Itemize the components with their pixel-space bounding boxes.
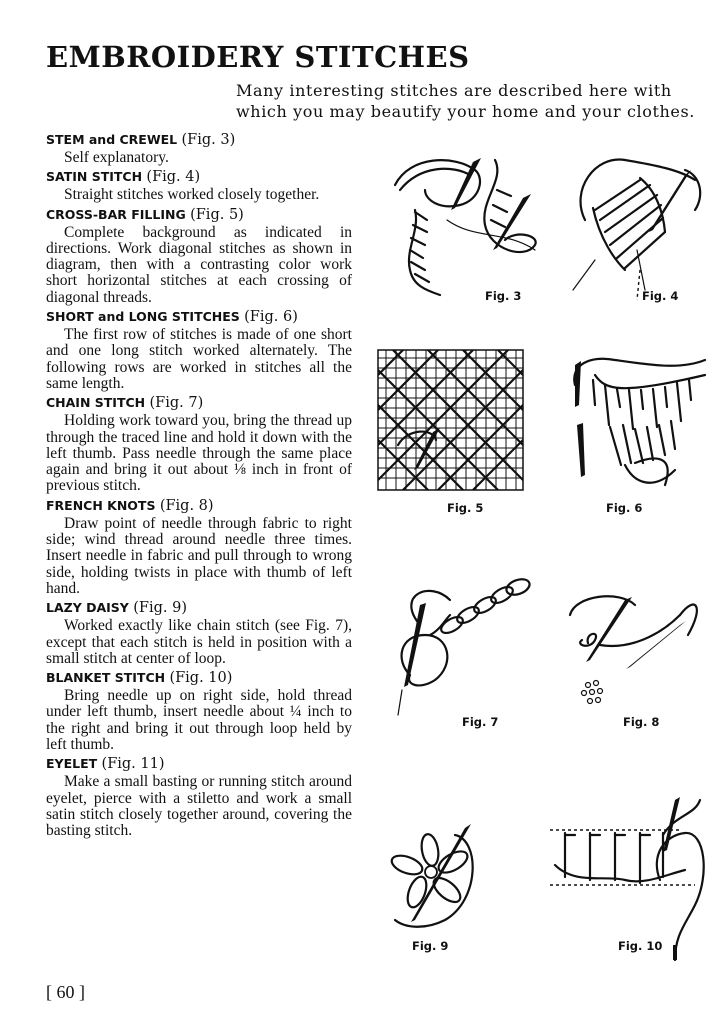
stitch-entry-french-knots [46, 497, 352, 597]
stitch-fig-ref: (Fig. 9) [133, 600, 187, 617]
fig-9-lazy-daisy-illustration [385, 820, 520, 940]
fig-4-satin-stitch-illustration [565, 150, 715, 300]
intro-line-2: which you may beautify your home and your clothes. [236, 102, 695, 121]
fig-7-chain-stitch-illustration [390, 575, 535, 725]
stitch-fig-ref: (Fig. 11) [101, 756, 165, 773]
stitch-entry-lazy-daisy [46, 599, 352, 667]
fig-3-label: Fig. 3 [485, 289, 522, 303]
fig-4-label: Fig. 4 [642, 289, 679, 303]
stitch-description: Holding work toward you, bring the thread up through the traced line and hold it down with the left thumb. Pass needle through the same place again and bring it out about ⅛ inch in front of previous stitch. [46, 412, 352, 495]
fig-6-label: Fig. 6 [606, 501, 643, 515]
fig-8-label: Fig. 8 [623, 715, 660, 729]
stitch-entry-blanket [46, 669, 352, 753]
stitch-fig-ref: (Fig. 4) [146, 169, 201, 186]
stitch-name: BLANKET STITCH [46, 670, 166, 686]
fig-10-blanket-stitch-illustration [545, 795, 715, 960]
stitch-entry-chain [46, 394, 352, 494]
stitch-fig-ref: (Fig. 3) [181, 132, 236, 148]
stitch-description: Draw point of needle through fabric to right side; wind thread around needle three times. Insert needle in fabric and pull through to wrong side, holding twists in place with thumb of left hand. [46, 514, 352, 597]
stitch-description: Straight stitches worked closely together. [64, 186, 320, 204]
fig-6-short-long-stitch-illustration [565, 345, 715, 495]
stitch-name: EYELET [46, 756, 98, 772]
stitch-name: STEM and CREWEL [46, 132, 178, 147]
fig-5-cross-bar-filling-illustration [378, 350, 523, 490]
stitch-description: Self explanatory. [64, 149, 169, 166]
fig-7-label: Fig. 7 [462, 715, 499, 729]
stitch-fig-ref: (Fig. 5) [190, 206, 244, 223]
stitch-fig-ref: (Fig. 8) [159, 497, 214, 514]
stitch-descriptions [46, 130, 352, 842]
stitch-description: The first row of stitches is made of one short and one long stitch worked alternately. The following rows are worked in stitches all the same length. [46, 326, 352, 392]
intro-line-1: Many interesting stitches are described here with [236, 81, 672, 100]
fig-5-label: Fig. 5 [447, 501, 484, 515]
page-number: [ 60 ] [46, 982, 85, 1002]
stitch-name: CROSS-BAR FILLING [46, 206, 186, 222]
stitch-entry-short-long [46, 308, 352, 392]
stitch-description: Worked exactly like chain stitch (see Fig. 7), except that each stitch is held in position with a small stitch at center of loop. [46, 617, 352, 667]
stitch-entry-stem [46, 131, 352, 166]
stitch-description: Bring needle up on right side, hold thread under left thumb, insert needle about ¼ inch to the right and bring it out through loop held by left thumb. [46, 687, 352, 754]
stitch-entry-eyelet [46, 755, 352, 839]
intro-paragraph [236, 80, 695, 122]
stitch-name: LAZY DAISY [46, 600, 129, 616]
stitch-name: CHAIN STITCH [46, 395, 146, 411]
fig-8-french-knot-illustration [560, 585, 710, 715]
stitch-fig-ref: (Fig. 7) [149, 395, 204, 412]
stitch-entry-satin [46, 168, 352, 203]
page-title: EMBROIDERY STITCHES [46, 40, 470, 74]
fig-3-stem-stitch-illustration [385, 150, 545, 300]
stitch-description: Make a small basting or running stitch around eyelet, pierce with a stiletto and work a small satin stitch closely together around, covering the basting stitch. [46, 773, 352, 840]
fig-9-label: Fig. 9 [412, 939, 449, 953]
fig-10-label: Fig. 10 [618, 939, 663, 953]
stitch-fig-ref: (Fig. 6) [244, 309, 298, 326]
stitch-description: Complete background as indicated in directions. Work diagonal stitches as shown in diagram, then with a contrasting color work short horizontal stitches at each crossing of diagonal threads. [46, 223, 352, 306]
stitch-name: FRENCH KNOTS [46, 497, 156, 513]
stitch-entry-cross-bar [46, 206, 352, 306]
stitch-name: SATIN STITCH [46, 169, 143, 185]
stitch-fig-ref: (Fig. 10) [169, 670, 233, 687]
stitch-name: SHORT and LONG STITCHES [46, 309, 240, 325]
